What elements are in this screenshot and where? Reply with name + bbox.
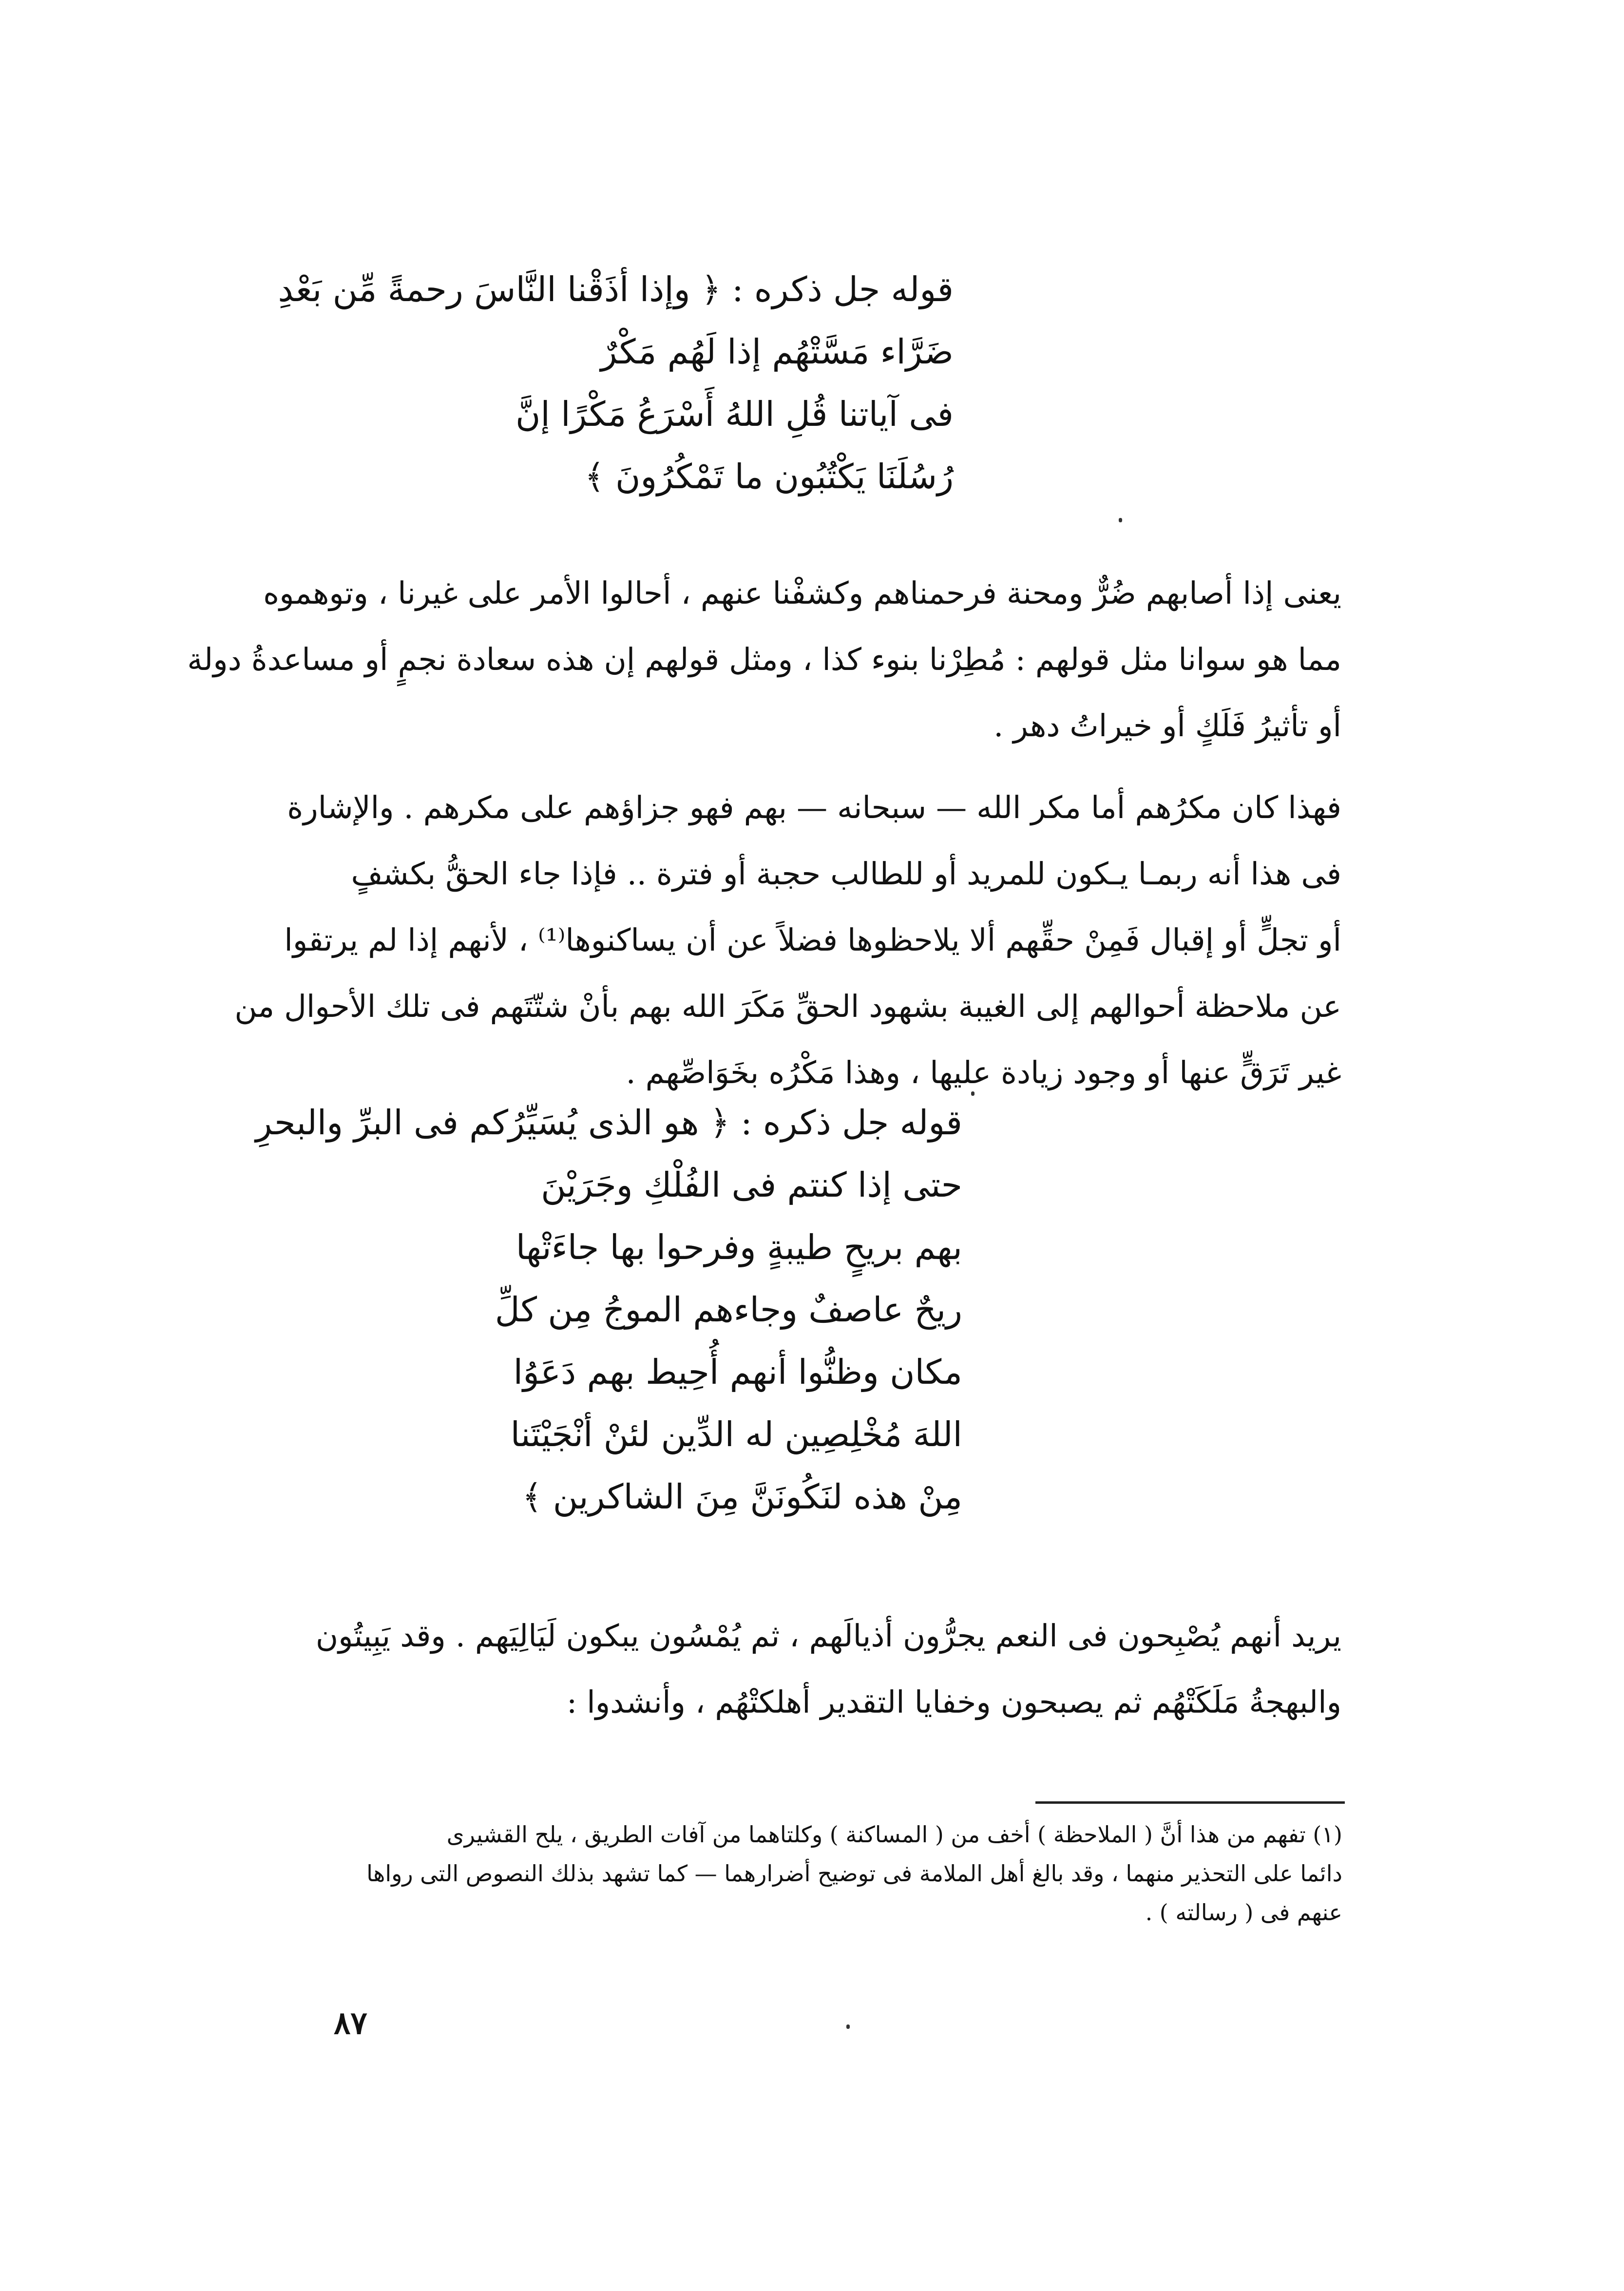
footnote-line: (١) تفهم من هذا أنَّ ( الملاحظة ) أخف من ( المساكنة ) وكلتاهما من آفات الطريق ، يلح القشيرى <box>446 1821 1342 1848</box>
commentary-paragraph-2 <box>234 775 1341 1106</box>
page-number: ٨٧ <box>334 2005 367 2042</box>
text-line: يريد أنهم يُصْبِحون فى النعم يجرُّون أذيالَهم ، ثم يُمْسُون يبكون لَيَالِيَهم . وقد يَبِيتُون <box>315 1618 1341 1654</box>
text-line: يعنى إذا أصابهم ضُرٌّ ومحنة فرحمناهم وكشفْنا عنهم ، أحالوا الأمر على غيرنا ، وتوهموه <box>263 575 1341 611</box>
text-line: غير تَرَقٍّ عنها أو وجود زيادة عليها ، وهذا مَكْرُه بخَوَاصِّهم . <box>626 1055 1341 1090</box>
verse-line: ريحٌ عاصفٌ وجاءهم الموجُ مِن كلِّ <box>495 1290 962 1330</box>
quran-verse-block-1 <box>271 258 954 508</box>
scan-speck <box>846 2024 850 2029</box>
quran-verse-block-2 <box>255 1091 962 1528</box>
commentary-paragraph-1 <box>187 560 1341 759</box>
footnote <box>300 1815 1342 1932</box>
verse-line: رُسُلَنَا يَكْتُبُون ما تَمْكُرُونَ ﴾ <box>584 457 954 496</box>
text-line: عن ملاحظة أحوالهم إلى الغيبة بشهود الحقِّ مَكَرَ الله بهم بأنْ شتّتَهم فى تلك الأحوال من <box>234 989 1341 1024</box>
text-line: والبهجةُ مَلَكَتْهُم ثم يصبحون وخفايا التقدير أهلكتْهُم ، وأنشدوا : <box>566 1684 1341 1720</box>
footnote-line: دائما على التحذير منهما ، وقد بالغ أهل الملامة فى توضيح أضرارهما — كما تشهد بذلك النصوص التى رواها <box>366 1860 1342 1887</box>
text-line: أو تأثيرُ فَلَكٍ أو خيراتُ دهر . <box>994 708 1341 744</box>
text-line: مما هو سوانا مثل قولهم : مُطِرْنا بنوء كذا ، ومثل قولهم إن هذه سعادة نجمٍ أو مساعدةُ دولة <box>187 642 1341 677</box>
verse-line: مِنْ هذه لنَكُونَنَّ مِنَ الشاكرين ﴾ <box>522 1477 962 1517</box>
text-line: أو تجلٍّ أو إقبال فَمِنْ حقِّهم ألا يلاحظوها فضلاً عن أن يساكنوها⁽¹⁾ ، لأنهم إذا لم يرتقوا <box>284 922 1341 958</box>
verse-line: بهم بريحٍ طيبةٍ وفرحوا بها جاءَتْها <box>516 1227 962 1267</box>
footnote-line: عنهم فى ( رسالته ) . <box>1145 1899 1342 1926</box>
verse-line: قوله جل ذكره : ﴿ هو الذى يُسَيِّرُكم فى البرِّ والبحرِ <box>255 1103 962 1143</box>
text-line: فى هذا أنه ربمـا يـكون للمريد أو للطالب حجبة أو فترة .. فإذا جاء الحقُّ بكشفٍ <box>351 856 1341 892</box>
verse-line: فى آياتنا قُلِ اللهُ أَسْرَعُ مَكْرًا إنَّ <box>515 394 954 434</box>
verse-line: حتى إذا كنتم فى الفُلْكِ وجَرَيْنَ <box>541 1165 962 1205</box>
scan-speck <box>971 1091 974 1096</box>
footnote-divider <box>1035 1801 1345 1804</box>
verse-line: مكان وظنُّوا أنهم أُحِيط بهم دَعَوُا <box>513 1352 962 1392</box>
scan-speck <box>1119 518 1122 522</box>
verse-line: قوله جل ذكره : ﴿ وإذا أذَقْنا النَّاسَ رحمةً مِّن بَعْدِ <box>278 269 954 309</box>
verse-line: اللهَ مُخْلِصِين له الدِّين لئنْ أنْجَيْتَنا <box>510 1414 962 1454</box>
commentary-paragraph-3 <box>300 1603 1341 1736</box>
verse-line: ضَرَّاء مَسَّتْهُم إذا لَهُم مَكْرٌ <box>600 332 954 372</box>
text-line: فهذا كان مكرُهم أما مكر الله — سبحانه — بهم فهو جزاؤهم على مكرهم . والإشارة <box>287 790 1341 825</box>
